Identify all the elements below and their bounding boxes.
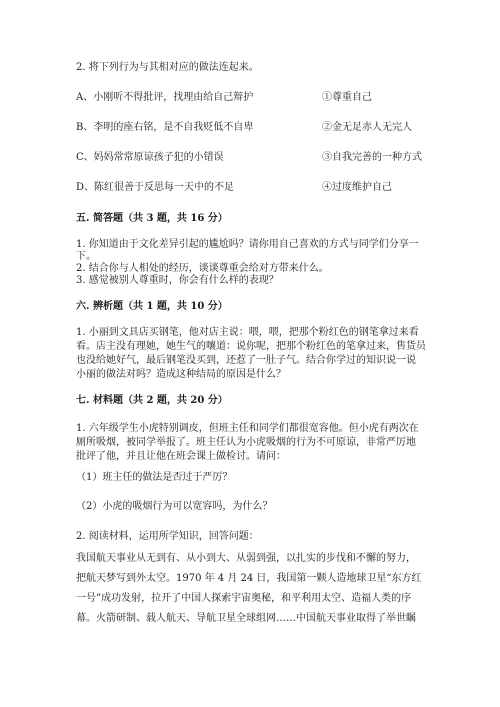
- match-right-4: ④过度维护自己: [322, 182, 392, 193]
- material-line: 幕。火箭研制、载人航天、导航卫星全球组网……中国航天事业取得了举世瞩: [76, 613, 416, 624]
- material-line: 把航天梦写到外太空。1970 年 4 月 24 日，我国第一颗人造地球卫星“东方红: [76, 573, 422, 584]
- match-left-a: A、小刚听不得批评，找理由给自己辩护: [76, 92, 254, 103]
- section6-line: 也没给她好气，最后钢笔没买到，还惹了一肚子气。结合你学过的知识说一说: [76, 355, 416, 366]
- match-left-c: C、妈妈常常原谅孩子犯的小错误: [76, 152, 224, 163]
- match-right-2: ②金无足赤人无完人: [322, 122, 412, 133]
- section5-line: 2. 结合你与人相处的经历，谈谈尊重会给对方带来什么。: [76, 263, 329, 274]
- section7-sub2: （2）小虎的吸烟行为可以宽容吗，为什么？: [76, 501, 273, 512]
- section6-line: 看。店主没有理她，她生气的嚷道：说你呢，把那个粉红色的笔拿过来，售货员: [76, 341, 426, 352]
- section5-line: 1. 你知道由于文化差异引起的尴尬吗？请你用自己喜欢的方式与同学们分享一: [76, 239, 419, 250]
- q2-instruction: 2. 将下列行为与其相对应的做法连起来。: [76, 62, 259, 73]
- match-left-d: D、陈红很善于反思每一天中的不足: [76, 182, 235, 193]
- section6-line: 1. 小丽到文具店买钢笔，他对店主说：喂，喂，把那个粉红色的钢笔拿过来看: [76, 327, 419, 338]
- section7-q1-line: 厕所吸烟，被同学举报了。班主任认为小虎吸烟的行为不可原谅，非常严厉地: [76, 437, 416, 448]
- section5-line: 3. 感觉被别人尊重时，你会有什么样的表现？: [76, 275, 279, 286]
- material-line: 我国航天事业从无到有、从小到大、从弱到强，以扎实的步伐和不懈的努力，: [76, 553, 416, 564]
- section7-q1-line: 批评了他，并且让他在班会课上做检讨。请问：: [76, 451, 286, 462]
- match-right-3: ③自我完善的一种方式: [322, 152, 422, 163]
- section5-line: 下。: [76, 251, 96, 262]
- match-right-1: ①尊重自己: [322, 92, 372, 103]
- section7-sub1: （1）班主任的做法是否过于严厉？: [76, 472, 233, 483]
- section5-heading: 五. 简答题（共 3 题，共 16 分）: [76, 213, 228, 224]
- section7-q1-line: 1. 六年级学生小虎特别调皮，但班主任和同学们都很宽容他。但小虎有两次在: [76, 423, 419, 434]
- material-line: 一号”成功发射，拉开了中国人探索宇宙奥秘，和平利用太空、造福人类的序: [76, 593, 412, 604]
- section6-heading: 六. 辨析题（共 1 题，共 10 分）: [76, 301, 228, 312]
- section7-q2-intro: 2. 阅读材料，运用所学知识，回答问题：: [76, 531, 259, 542]
- match-left-b: B、李明的座右铭，是不自我贬低不自卑: [76, 122, 254, 133]
- section7-heading: 七. 材料题（共 2 题，共 20 分）: [76, 395, 228, 406]
- section6-line: 小丽的做法对吗？造成这种结局的原因是什么？: [76, 369, 286, 380]
